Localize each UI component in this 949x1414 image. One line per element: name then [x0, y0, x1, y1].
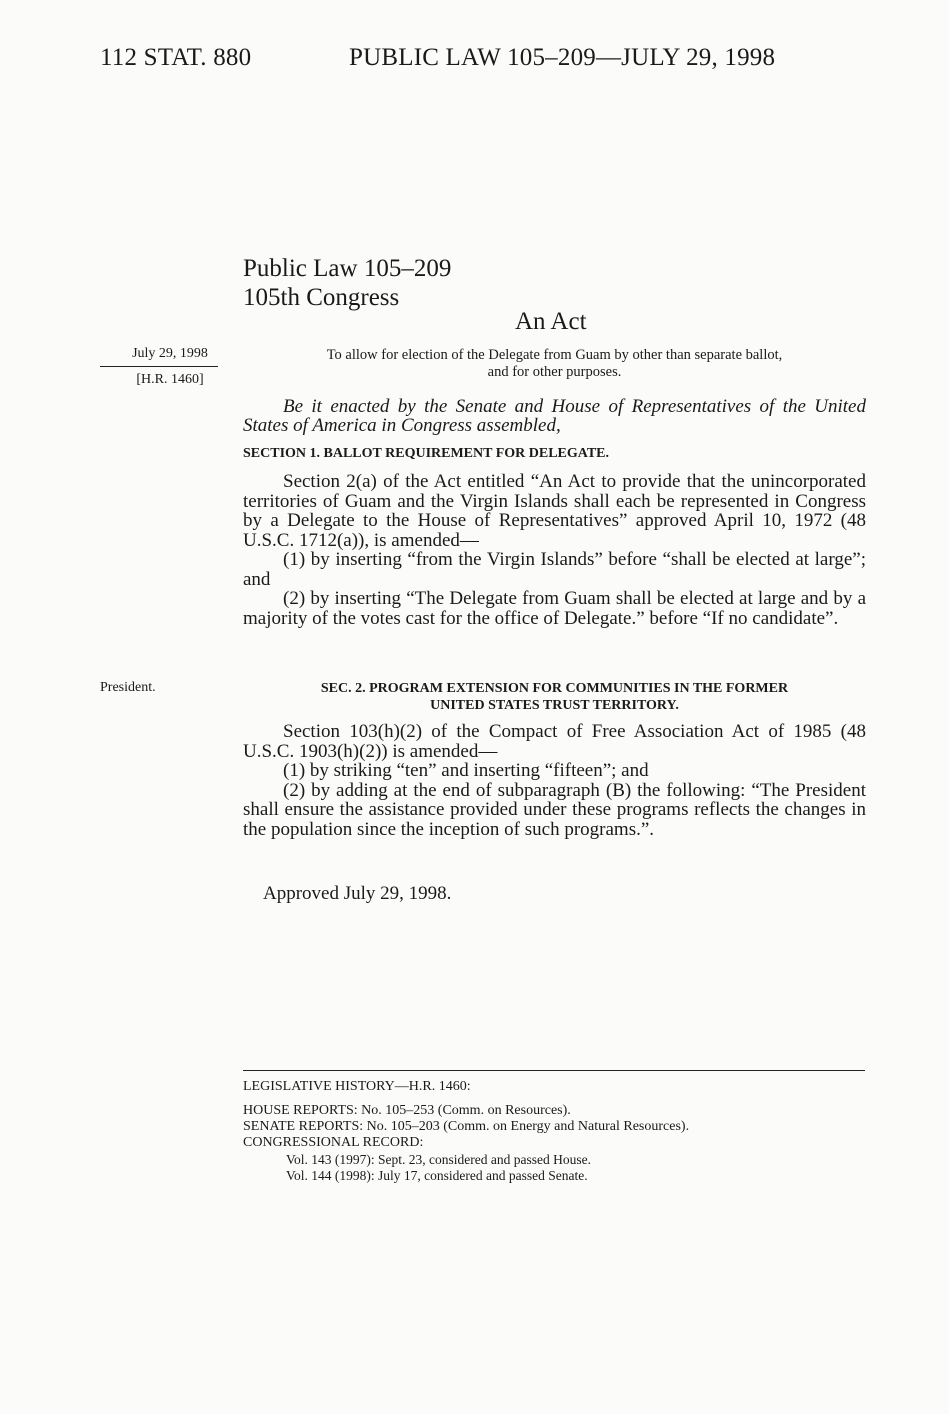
running-title: PUBLIC LAW 105–209—JULY 29, 1998 — [349, 44, 776, 71]
house-reports: HOUSE REPORTS: No. 105–253 (Comm. on Resources). — [243, 1103, 571, 1118]
purpose-line-1: To allow for election of the Delegate from Guam by other than separate ballot, — [326, 347, 783, 363]
section-1-body — [243, 472, 866, 628]
section-1-item-1: (1) by inserting “from the Virgin Islands” before “shall be elected at large”; and — [243, 549, 866, 590]
section-1-item-2: (2) by inserting “The Delegate from Guam shall be elected at large and by a majority of the votes cast for the office of Delegate.” before “If no candidate”. — [243, 588, 866, 629]
stat-page-reference: 112 STAT. 880 — [100, 44, 252, 71]
section-2-item-1: (1) by striking “ten” and inserting “fifteen”; and — [283, 760, 649, 781]
approval-date: Approved July 29, 1998. — [263, 883, 452, 904]
record-vol-144: Vol. 144 (1998): July 17, considered and passed Senate. — [286, 1168, 588, 1183]
legislative-history-title: LEGISLATIVE HISTORY—H.R. 1460: — [243, 1079, 471, 1094]
margin-date: July 29, 1998 — [132, 346, 208, 361]
act-purpose — [243, 347, 866, 381]
section-2-item-2: (2) by adding at the end of subparagraph (B) the following: “The President shall ensure the assistance provided under these programs reflects the changes in the population since the inception of such programs.”. — [243, 779, 866, 840]
purpose-line-2: and for other purposes. — [487, 364, 622, 380]
section-2-intro: Section 103(h)(2) of the Compact of Free Association Act of 1985 (48 U.S.C. 1903(h)(2)) is amended— — [243, 721, 866, 762]
public-law-number: Public Law 105–209 — [243, 255, 452, 282]
enacting-clause: Be it enacted by the Senate and House of Representatives of the United States of America in Congress assembled, — [243, 396, 866, 436]
section-2-body — [243, 722, 866, 839]
section-2-heading — [243, 680, 866, 714]
senate-reports: SENATE REPORTS: No. 105–203 (Comm. on Energy and Natural Resources). — [243, 1119, 690, 1134]
congress-number: 105th Congress — [243, 284, 400, 311]
congressional-record: CONGRESSIONAL RECORD: — [243, 1135, 424, 1150]
legislative-history-divider — [243, 1070, 865, 1071]
section-1-intro: Section 2(a) of the Act entitled “An Act to provide that the unincorporated territories of Guam and the Virgin Islands shall each be represented in Congress by a Delegate to the House of Representatives” approved April 10, 1972 (48 U.S.C. 1712(a)), is amended— — [243, 471, 866, 551]
margin-divider — [100, 366, 218, 367]
section-2-heading-line-1: SEC. 2. PROGRAM EXTENSION FOR COMMUNITIES IN THE FORMER — [320, 681, 789, 696]
section-1-heading: SECTION 1. BALLOT REQUIREMENT FOR DELEGATE. — [243, 446, 610, 461]
record-vol-143: Vol. 143 (1997): Sept. 23, considered and passed House. — [286, 1152, 591, 1167]
an-act-heading: An Act — [515, 308, 587, 335]
margin-bill-number: [H.R. 1460] — [136, 372, 204, 387]
margin-note-president: President. — [100, 680, 156, 695]
section-2-heading-line-2: UNITED STATES TRUST TERRITORY. — [430, 698, 679, 713]
